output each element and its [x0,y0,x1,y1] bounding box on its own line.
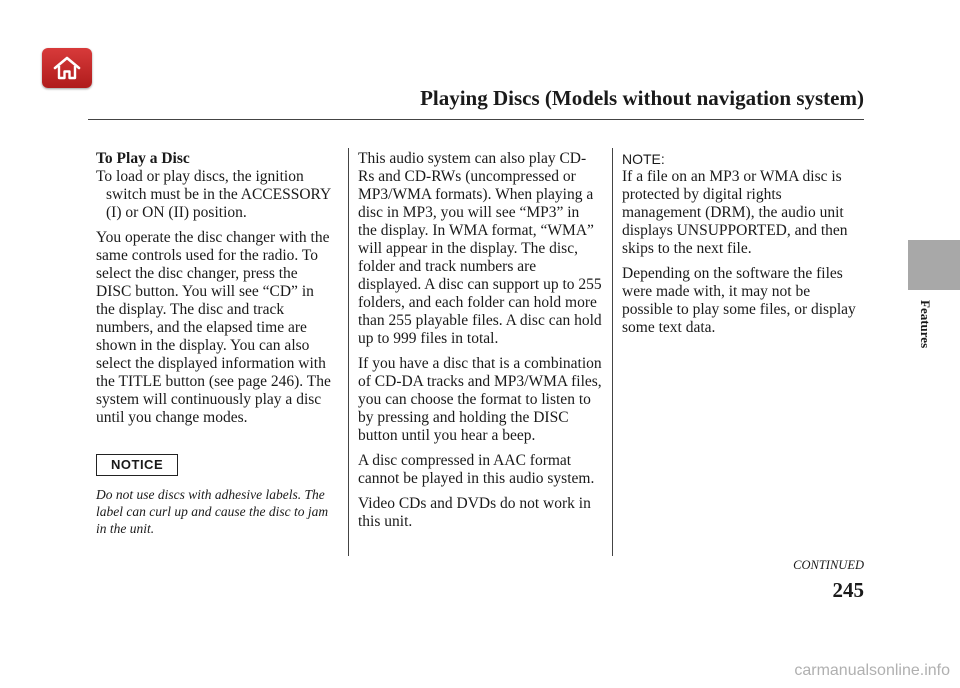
paragraph: If you have a disc that is a combination of CD-DA tracks and MP3/WMA files, you can choose the format to listen to by pressing and holding the DISC button until you hear a beep. [358,355,602,444]
column-divider [348,148,349,556]
column-divider [612,148,613,556]
column-2 [358,150,602,538]
paragraph: Video CDs and DVDs do not work in this unit. [358,495,591,530]
paragraph: If a file on an MP3 or WMA disc is protected by digital rights management (DRM), the audio unit displays UNSUPPORTED, and then skips to the next file. [622,168,848,257]
page-number: 245 [832,578,864,602]
section-tab-label: Features [918,300,933,349]
watermark: carmanualsonline.info [794,662,950,679]
paragraph: To load or play discs, the ignition switch must be in the ACCESSORY (I) or ON (II) position. [96,168,331,221]
column-1 [96,150,336,544]
section-tab[interactable] [908,240,960,290]
column-3 [622,150,862,344]
home-icon [52,55,82,81]
title-divider [88,119,864,120]
notice-text: Do not use discs with adhesive labels. The label can curl up and cause the disc to jam in the unit. [96,487,329,536]
continued-label: CONTINUED [793,558,864,572]
note-label: NOTE: [622,151,665,167]
paragraph: Depending on the software the files were made with, it may not be possible to play some files, or display some text data. [622,265,856,336]
paragraph: You operate the disc changer with the same controls used for the radio. To select the disc changer, press the DISC button. You will see “CD” in the display. The disc and track numbers, and the elapsed time are shown in the display. You can also select the displayed information with the TITLE button (see page 246). The system will continuously play a disc until you change modes. [96,229,331,426]
page-title: Playing Discs (Models without navigation system) [420,86,864,110]
paragraph: This audio system can also play CD-Rs and CD-RWs (uncompressed or MP3/WMA formats). When playing a disc in MP3, you will see “MP3” in the display. In WMA format, “WMA” will appear in the display. The disc, folder and track numbers are displayed. A disc can support up to 255 folders, and each folder can hold more than 255 playable files. A disc can hold up to 999 files in total. [358,150,602,347]
home-button[interactable] [42,48,92,88]
section-heading: To Play a Disc [96,150,190,167]
paragraph: A disc compressed in AAC format cannot be played in this audio system. [358,452,595,487]
notice-badge: NOTICE [96,454,178,476]
